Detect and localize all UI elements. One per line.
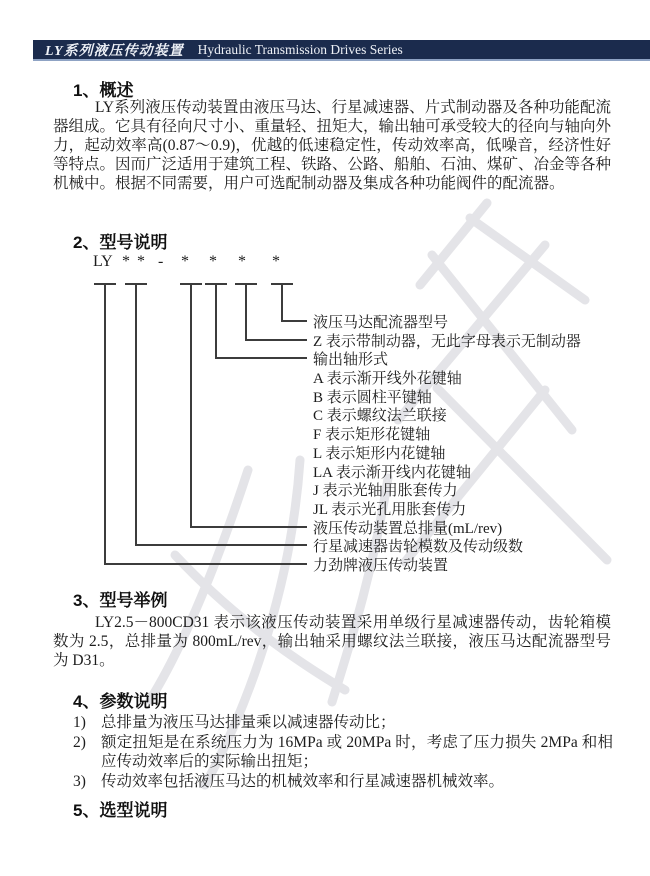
- list-item-number: 1): [73, 714, 86, 731]
- diagram-vline: [215, 284, 217, 359]
- section-heading-example: 3、型号举例: [73, 591, 168, 610]
- header-title-en: Hydraulic Transmission Drives Series: [197, 41, 403, 57]
- diagram-connector: [135, 544, 307, 546]
- diagram-label: 液压传动装置总排量(mL/rev): [313, 521, 503, 537]
- diagram-label: F 表示矩形花键轴: [313, 427, 431, 443]
- list-item-text: 总排量为液压马达排量乘以减速器传动比；: [101, 714, 396, 731]
- diagram-label: Z 表示带制动器，无此字母表示无制动器: [313, 334, 581, 350]
- model-code-diagram: [0, 253, 650, 593]
- diagram-label: C 表示螺纹法兰联接: [313, 408, 447, 424]
- model-code-dash: -: [158, 253, 164, 270]
- list-item-number: 3): [73, 772, 86, 790]
- diagram-vline: [245, 284, 247, 341]
- diagram-label: JL 表示光孔用胀套传力: [313, 502, 467, 518]
- diagram-connector: [281, 320, 307, 322]
- diagram-label: 力劲牌液压传动装置: [313, 558, 449, 574]
- list-item-number: 2): [73, 733, 86, 751]
- model-code-token: *: [137, 253, 145, 270]
- section-heading-model: 2、型号说明: [73, 233, 168, 252]
- diagram-connector: [190, 526, 307, 528]
- diagram-label: 液压马达配流器型号: [313, 315, 449, 331]
- parameter-list: [73, 713, 613, 791]
- example-paragraph: LY2.5－800CD31 表示该液压传动装置采用单级行星减速器传动，齿轮箱模数为 2.5，总排量为 800mL/rev，输出轴采用螺纹法兰联接，液压马达配流器型号为 D31。: [53, 614, 611, 669]
- list-item-text: 额定扭矩是在系统压力为 16MPa 或 20MPa 时，考虑了压力损失 2MPa 和相应传动效率后的实际输出扭矩；: [101, 733, 613, 771]
- overview-paragraph: LY系列液压传动装置由液压马达、行星减速器、片式制动器及各种功能配流器组成。它具有径向尺寸小、重量轻、扭矩大，输出轴可承受较大的径向与轴向外力，起动效率高(0.87～0.9)，优越的低速稳定性，传动效率高，低噪音，经济性好等特点。因而广泛适用于建筑工程、铁路、公路、船舶、石油、煤矿、冶金等各种机械中。根据不同需要，用户可选配制动器及集成各种功能阀件的配流器。: [53, 99, 612, 192]
- diagram-vline: [135, 284, 137, 546]
- diagram-vline: [104, 284, 106, 565]
- model-code-token: *: [181, 253, 189, 270]
- diagram-connector: [245, 339, 307, 341]
- header-title-zh: LY系列液压传动装置: [45, 43, 184, 59]
- diagram-label: A 表示渐开线外花键轴: [313, 371, 462, 387]
- diagram-connector: [215, 357, 307, 359]
- diagram-label: 输出轴形式: [313, 352, 389, 368]
- model-code-token: *: [238, 253, 246, 270]
- diagram-label: B 表示圆柱平键轴: [313, 390, 432, 406]
- diagram-vline: [190, 284, 192, 528]
- section-heading-parameters: 4、参数说明: [73, 692, 168, 711]
- page-header-bar: [33, 40, 650, 61]
- section-heading-selection: 5、选型说明: [73, 801, 168, 820]
- model-code-token: *: [272, 253, 280, 270]
- section-heading-overview: 1、概述: [73, 81, 134, 100]
- list-item: [73, 772, 613, 792]
- list-item: [73, 713, 613, 733]
- diagram-label: J 表示光轴用胀套传力: [313, 483, 458, 499]
- diagram-connector: [104, 563, 307, 565]
- diagram-vline: [281, 284, 283, 322]
- diagram-label: LA 表示渐开线内花键轴: [313, 465, 471, 481]
- model-code-token: *: [122, 253, 130, 270]
- list-item-text: 传动效率包括液压马达的机械效率和行星减速器机械效率。: [101, 772, 505, 790]
- list-item: [73, 733, 613, 772]
- model-code-prefix: LY: [93, 253, 113, 270]
- model-code-token: *: [209, 253, 217, 270]
- diagram-label: 行星减速器齿轮模数及传动级数: [313, 539, 524, 555]
- diagram-label: L 表示矩形内花键轴: [313, 446, 446, 462]
